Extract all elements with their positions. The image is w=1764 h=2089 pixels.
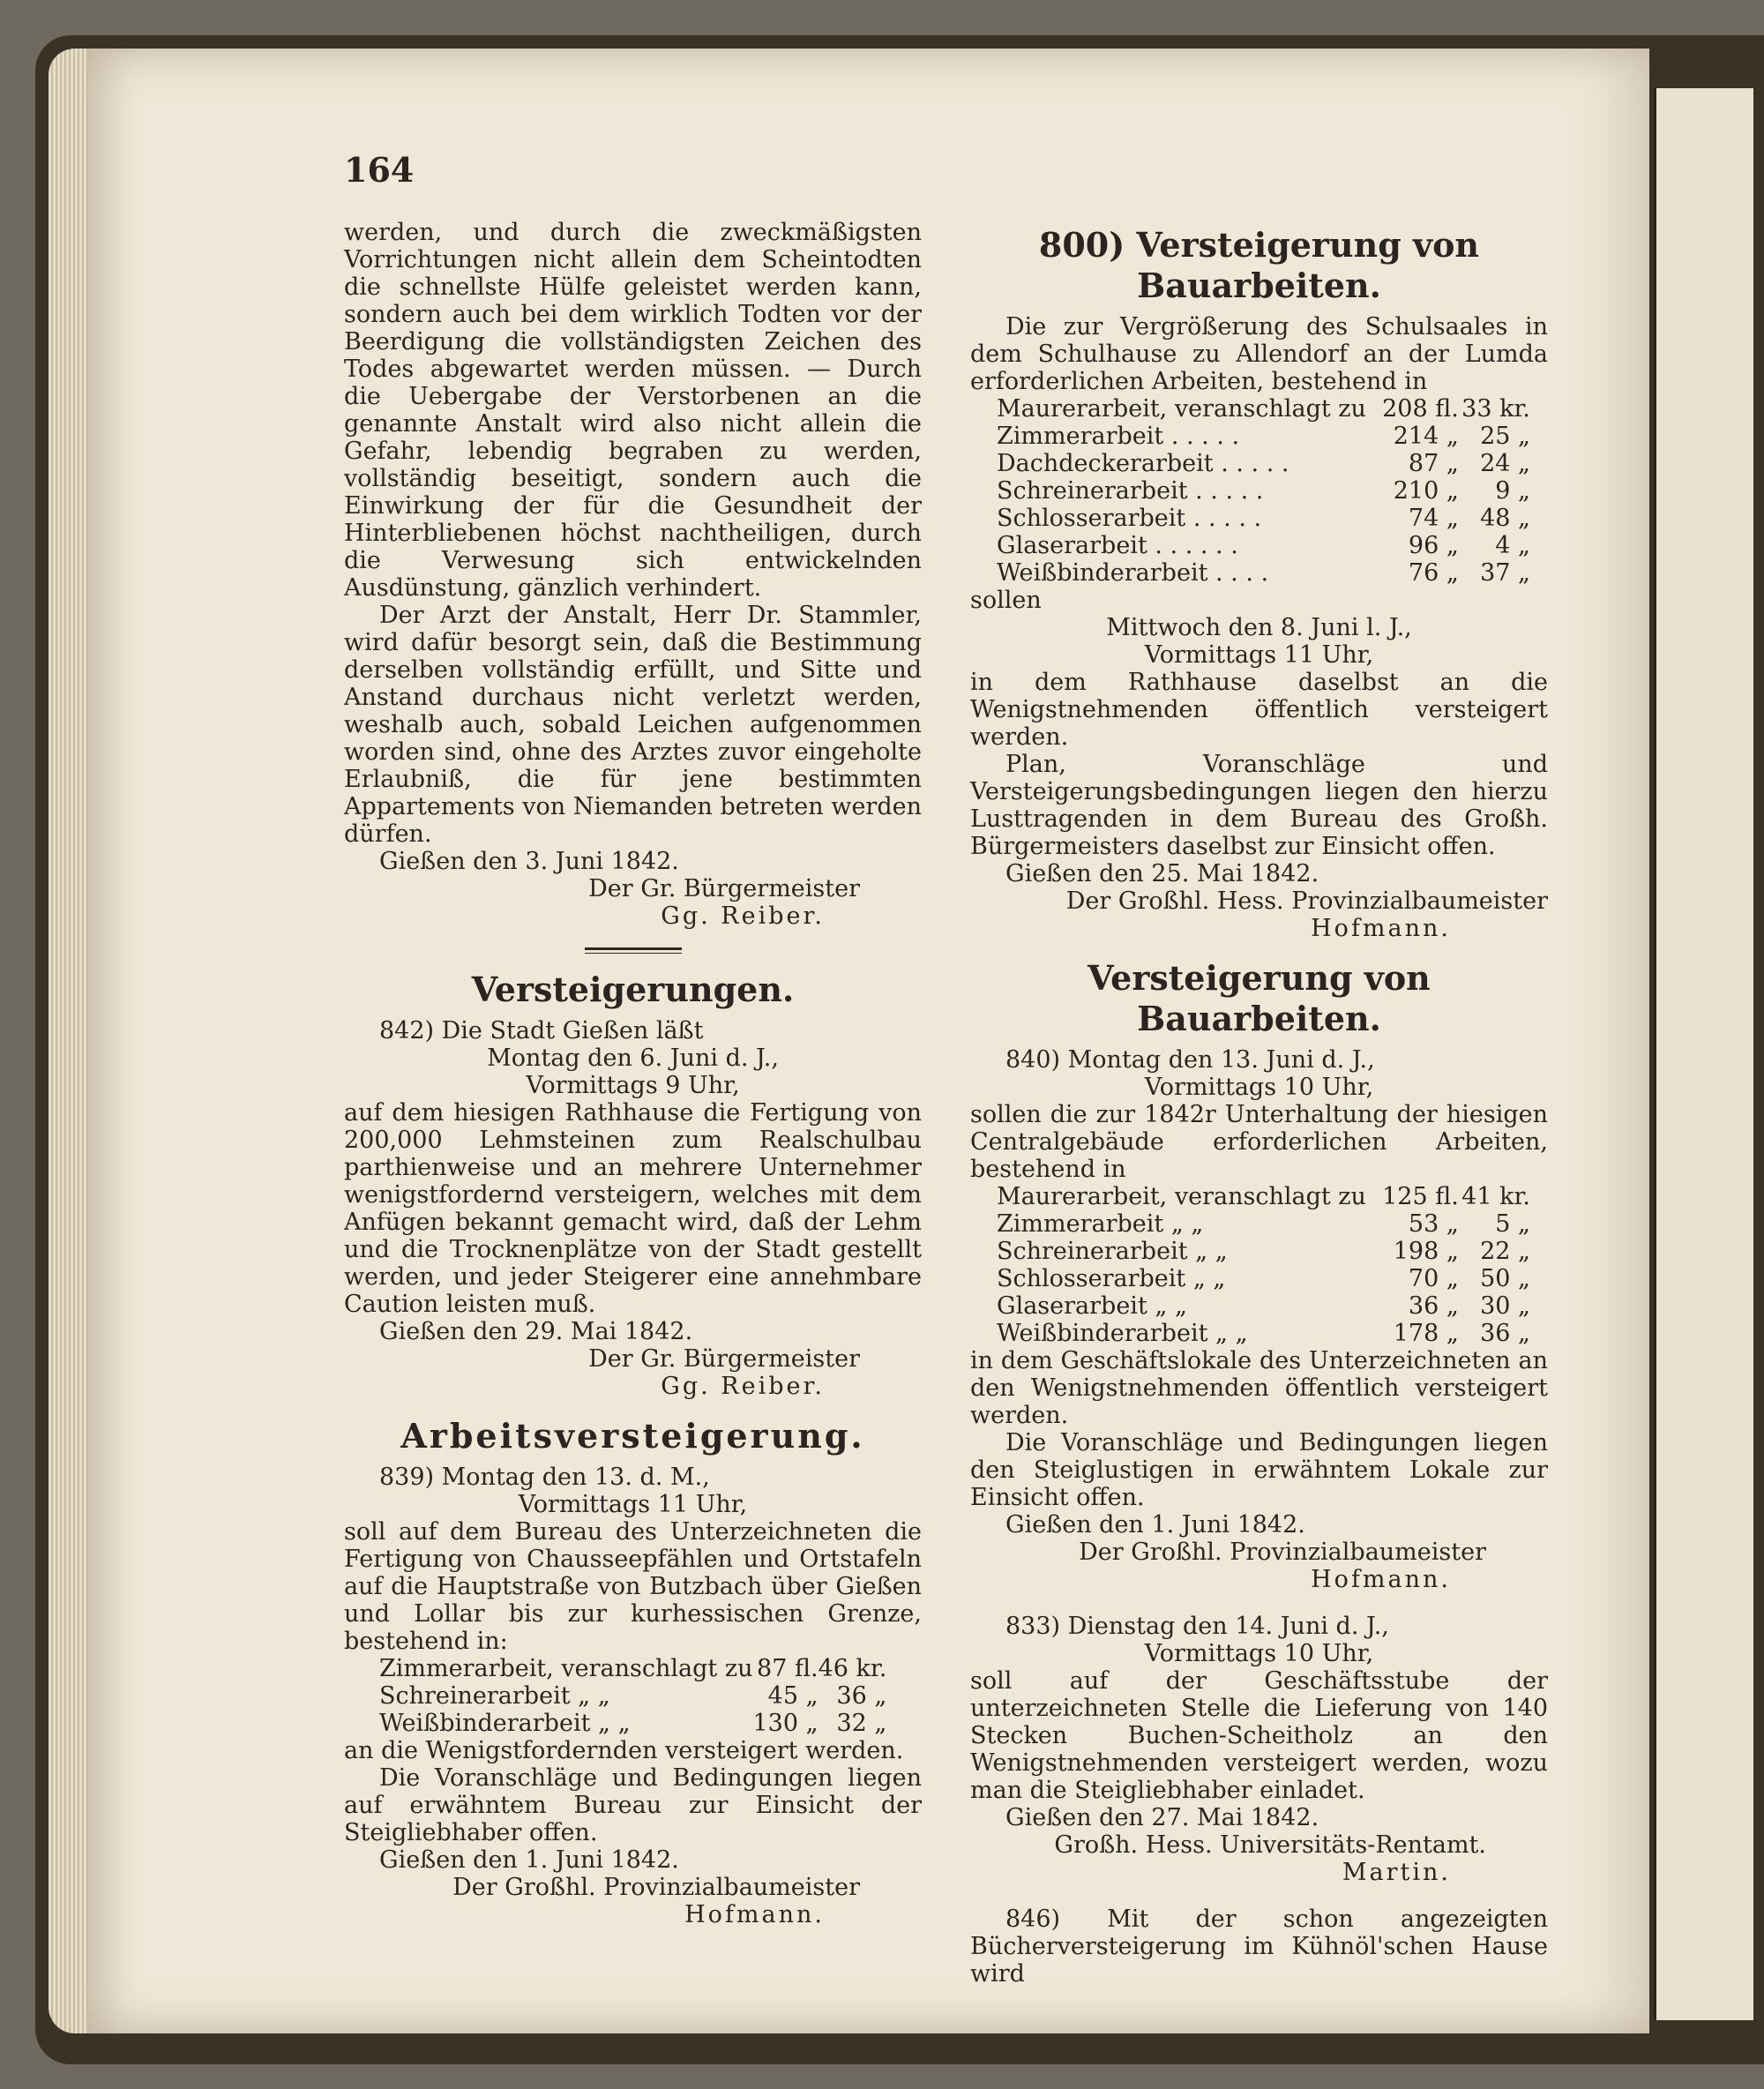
cost-fl: 96 „ <box>1408 532 1459 559</box>
cost-kr: 25 „ <box>1480 423 1530 450</box>
signature-name: Gg. Reiber. <box>661 902 825 930</box>
signature-title: Der Großhl. Hess. Provinzialbaumeister <box>1065 887 1548 915</box>
table-row <box>970 423 1548 450</box>
cost-fl: 210 „ <box>1393 477 1459 505</box>
cost-kr: 5 „ <box>1495 1210 1530 1238</box>
cost-kr: 36 „ <box>1480 1320 1530 1347</box>
cost-kr: 4 „ <box>1495 532 1530 559</box>
signature-name: Gg. Reiber. <box>661 1373 825 1400</box>
cost-fl: 74 „ <box>1408 505 1459 532</box>
table-row <box>970 1183 1548 1210</box>
cost-kr: 33 kr. <box>1461 395 1530 423</box>
table-row <box>344 1655 922 1682</box>
cost-kr: 48 „ <box>1480 505 1530 532</box>
cost-label: Weißbinderarbeit . . . . <box>997 559 1269 587</box>
cost-fl: 53 „ <box>1408 1210 1459 1238</box>
notice-800-where: in dem Rathhause daselbst an die Wenigstnehmenden öffentlich versteigert werden. <box>970 669 1548 751</box>
table-row <box>970 1210 1548 1238</box>
cost-label: Schreinerarbeit . . . . . <box>997 477 1264 505</box>
notice-839-body: soll auf dem Bureau des Unterzeichneten die Fertigung von Chausseepfählen und Ortstafeln auf die Hauptstraße von Butzbach über Gießen und Lollar bis zur kurhessischen Grenze, bestehend in: <box>344 1518 922 1655</box>
date-line: Gießen den 27. Mai 1842. <box>1005 1804 1319 1831</box>
intro-paragraph: werden, und durch die zweckmäßigsten Vorrichtungen nicht allein dem Scheintodten die schnellste Hülfe geleistet werden kann, sondern auch bei dem wirklich Todten vor der Beerdigung die vollständigsten Zeichen des Todes abgewartet werden müssen. — Durch die Uebergabe der Verstorbenen an die genannte Anstalt wird also nicht allein die Gefahr, lebendig begraben zu werden, vollständig beseitigt, sondern auch die Einwirkung der für die Gesundheit der Hinterbliebenen höchst nachtheiligen, durch die Verwesung sich entwickelnden Ausdünstung, gänzlich verhindert. <box>344 219 922 602</box>
table-row <box>970 1292 1548 1320</box>
left-column <box>344 219 922 1928</box>
cost-label: Schreinerarbeit „ „ <box>379 1682 610 1710</box>
signature-name: Hofmann. <box>1311 915 1451 942</box>
cost-fl: 198 „ <box>1393 1238 1459 1265</box>
date-line: Gießen den 1. Juni 1842. <box>379 1846 679 1874</box>
table-row <box>970 505 1548 532</box>
cost-fl: 214 „ <box>1393 423 1459 450</box>
notice-800-plan: Plan, Voranschläge und Versteigerungsbedingungen liegen den hierzu Lusttragenden in dem Bureau des Großh. Bürgermeisters daselbst zur Einsicht offen. <box>970 751 1548 860</box>
doctor-paragraph: Der Arzt der Anstalt, Herr Dr. Stammler, wird dafür besorgt sein, daß die Bestimmung derselben vollständig erfüllt, und Sitte und Anstand durchaus nicht verletzt werden, weshalb auch, sobald Leichen aufgenommen worden sind, ohne des Arztes zuvor eingeholte Erlaubniß, die für jene bestimmten Appartements von Niemanden betreten werden dürfen. <box>344 602 922 848</box>
cost-fl: 70 „ <box>1408 1265 1459 1292</box>
notice-800-date: Mittwoch den 8. Juni l. J., <box>1106 614 1412 641</box>
cost-fl: 125 fl. <box>1382 1183 1459 1210</box>
date-line: Gießen den 1. Juni 1842. <box>1005 1511 1305 1539</box>
notice-800-time: Vormittags 11 Uhr, <box>1144 641 1374 669</box>
notice-800-body: Die zur Vergrößerung des Schulsaales in dem Schulhause zu Allendorf an der Lumda erforderlichen Arbeiten, bestehend in <box>970 313 1548 395</box>
table-row <box>970 450 1548 477</box>
signature-title: Der Großhl. Provinzialbaumeister <box>1079 1539 1486 1566</box>
cost-table-840 <box>970 1183 1548 1347</box>
notice-833-body: soll auf der Geschäftsstube der unterzeichneten Stelle die Lieferung von 140 Stecken Buchen-Scheitholz an den Wenigstnehmenden versteigert werden, wozu man die Steigliebhaber einladet. <box>970 1667 1548 1804</box>
cost-kr: 24 „ <box>1480 450 1530 477</box>
notice-839-line1: 839) Montag den 13. d. M., <box>379 1464 710 1491</box>
cost-kr: 32 „ <box>836 1710 887 1737</box>
date-line: Gießen den 25. Mai 1842. <box>1005 860 1319 887</box>
notice-839-after: an die Wenigstfordernden versteigert werden. <box>344 1737 904 1764</box>
notice-846: 846) Mit der schon angezeigten Bücherversteigerung im Kühnöl'schen Hause wird <box>970 1906 1548 1988</box>
cost-label: Maurerarbeit, veranschlagt zu <box>997 395 1366 423</box>
cost-fl: 87 „ <box>1408 450 1459 477</box>
notice-842-body: auf dem hiesigen Rathhause die Fertigung von 200,000 Lehmsteinen zum Realschulbau parthienweise und an mehrere Unternehmer wenigstfordernd versteigern, welches mit dem Anfügen bekannt gemacht wird, daß der Lehm und die Trocknenplätze von der Stadt gestellt werden, und jeder Steigerer eine annehmbare Caution leisten muß. <box>344 1099 922 1318</box>
cost-kr: 9 „ <box>1495 477 1530 505</box>
cost-kr: 37 „ <box>1480 559 1530 587</box>
table-row <box>344 1682 922 1710</box>
notice-833-time: Vormittags 10 Uhr, <box>1144 1640 1374 1667</box>
cost-label: Schlosserarbeit . . . . . <box>997 505 1262 532</box>
signature-name: Hofmann. <box>1311 1566 1451 1593</box>
cost-kr: 30 „ <box>1480 1292 1530 1320</box>
cost-table-839 <box>344 1655 922 1737</box>
notice-840-conditions: Die Voranschläge und Bedingungen liegen den Steiglustigen in erwähntem Lokale zur Einsicht offen. <box>970 1429 1548 1511</box>
notice-840-body: sollen die zur 1842r Unterhaltung der hiesigen Centralgebäude erforderlichen Arbeiten, bestehend in <box>970 1101 1548 1183</box>
notice-839-time: Vormittags 11 Uhr, <box>518 1491 748 1518</box>
cost-kr: 46 kr. <box>818 1655 887 1682</box>
cost-kr: 41 kr. <box>1461 1183 1530 1210</box>
section-heading: Versteigerungen. <box>471 970 795 1009</box>
cost-label: Dachdeckerarbeit . . . . . <box>997 450 1289 477</box>
table-row <box>970 477 1548 505</box>
cost-fl: 76 „ <box>1408 559 1459 587</box>
signature-title: Der Gr. Bürgermeister <box>588 1345 860 1373</box>
table-row <box>970 1238 1548 1265</box>
notice-842-line1: 842) Die Stadt Gießen läßt <box>379 1017 704 1044</box>
table-row <box>970 532 1548 559</box>
section-heading: 800) Versteigerung von Bauarbeiten. <box>1038 225 1480 305</box>
section-divider <box>585 947 682 954</box>
signature-name: Martin. <box>1342 1859 1451 1886</box>
section-heading: Arbeitsversteigerung. <box>400 1416 865 1456</box>
cost-label: Zimmerarbeit „ „ <box>997 1210 1204 1238</box>
cost-label: Weißbinderarbeit „ „ <box>379 1710 631 1737</box>
signature-name: Hofmann. <box>684 1901 825 1928</box>
cost-fl: 130 „ <box>752 1710 818 1737</box>
cost-kr: 36 „ <box>836 1682 887 1710</box>
cost-label: Zimmerarbeit . . . . . <box>997 423 1240 450</box>
right-column <box>970 225 1548 1988</box>
notice-800-sollen: sollen <box>970 587 1042 614</box>
table-row <box>970 559 1548 587</box>
cost-fl: 178 „ <box>1393 1320 1459 1347</box>
cost-fl: 36 „ <box>1408 1292 1459 1320</box>
notice-839-conditions: Die Voranschläge und Bedingungen liegen auf erwähntem Bureau zur Einsicht der Steigliebhaber offen. <box>344 1764 922 1846</box>
table-row <box>970 395 1548 423</box>
notice-840-line1: 840) Montag den 13. Juni d. J., <box>1005 1046 1375 1074</box>
notice-833-line1: 833) Dienstag den 14. Juni d. J., <box>1005 1613 1389 1640</box>
notice-840-time: Vormittags 10 Uhr, <box>1144 1074 1374 1101</box>
notice-842-time: Vormittags 9 Uhr, <box>526 1072 740 1099</box>
notice-842-date: Montag den 6. Juni d. J., <box>487 1044 779 1072</box>
section-heading: Versteigerung von Bauarbeiten. <box>1088 958 1431 1038</box>
cost-kr: 22 „ <box>1480 1238 1530 1265</box>
signature-title: Der Großhl. Provinzialbaumeister <box>452 1874 860 1901</box>
cost-label: Schreinerarbeit „ „ <box>997 1238 1228 1265</box>
cost-fl: 45 „ <box>767 1682 818 1710</box>
next-page-edge <box>1654 88 1753 2020</box>
table-row <box>344 1710 922 1737</box>
signature-title: Der Gr. Bürgermeister <box>588 875 860 902</box>
page-number: 164 <box>344 150 415 190</box>
cost-fl: 87 fl. <box>757 1655 818 1682</box>
cost-label: Schlosserarbeit „ „ <box>997 1265 1226 1292</box>
cost-label: Glaserarbeit „ „ <box>997 1292 1187 1320</box>
cost-table-800 <box>970 395 1548 587</box>
table-row <box>970 1320 1548 1347</box>
notice-840-after: in dem Geschäftslokale des Unterzeichneten an den Wenigstnehmenden öffentlich versteigert werden. <box>970 1347 1548 1429</box>
cost-label: Glaserarbeit . . . . . . <box>997 532 1238 559</box>
cost-label: Zimmerarbeit, veranschlagt zu <box>379 1655 753 1682</box>
cost-label: Maurerarbeit, veranschlagt zu <box>997 1183 1366 1210</box>
cost-label: Weißbinderarbeit „ „ <box>997 1320 1248 1347</box>
date-line: Gießen den 3. Juni 1842. <box>379 848 679 875</box>
date-line: Gießen den 29. Mai 1842. <box>379 1318 693 1345</box>
cost-fl: 208 fl. <box>1382 395 1459 423</box>
cost-kr: 50 „ <box>1480 1265 1530 1292</box>
table-row <box>970 1265 1548 1292</box>
signature-title: Großh. Hess. Universitäts-Rentamt. <box>1054 1831 1486 1859</box>
